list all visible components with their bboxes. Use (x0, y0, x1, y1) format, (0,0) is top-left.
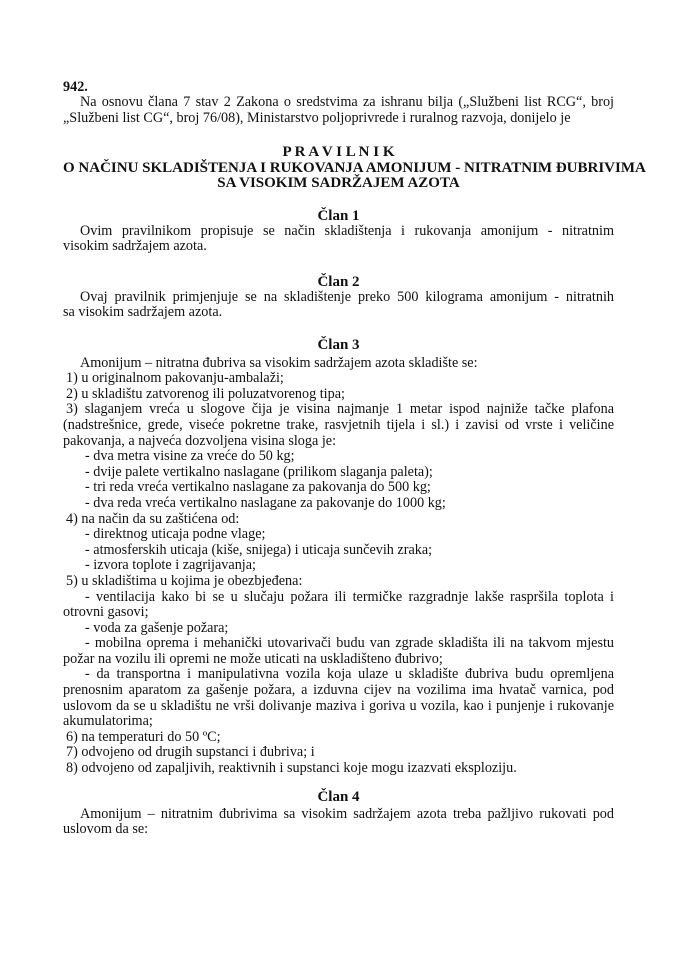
article-1 (63, 208, 614, 255)
article-line: Ovim pravilnikom propisuje se način skladištenja i rukovanja amonijum - nitratnim (80, 223, 614, 239)
sub-item: - dva metra visine za vreće do 50 kg; (85, 448, 295, 465)
title-line: P R A V I L N I K (282, 144, 395, 160)
sub-item: - tri reda vreća vertikalno naslagane za pakovanja do 500 kg; (85, 479, 431, 496)
list-item: 5) u skladištima u kojima je obezbjeđena: (66, 572, 303, 589)
article-heading: Član 4 (317, 789, 360, 805)
article-line: uslovom da se: (63, 821, 149, 838)
list-item: 3) slaganjem vreća u slogove čija je visina najmanje 1 metar ispod najniže tačke plafona (66, 402, 614, 418)
sub-item: - izvora toplote i zagrijavanja; (85, 557, 256, 574)
sub-item: požar na vozilu ili opremi ne može uticati na uskladišteno đubrivo; (63, 650, 443, 667)
list-item: (nadstrešnice, grede, viseće pokretne trake, rasvjetnih tijela i sl.) i zavisi od vrste i veličine (63, 417, 614, 433)
list-item: 8) odvojeno od zapaljivih, reaktivnih i supstanci koje mogu izazvati eksploziju. (66, 760, 517, 777)
preamble-line: Na osnovu člana 7 stav 2 Zakona o sredstvima za ishranu bilja („Službeni list RCG“, broj (80, 95, 614, 110)
list-item: 4) na način da su zaštićena od: (66, 510, 240, 527)
article-line: visokim sadržajem azota. (63, 238, 207, 255)
sub-item: - mobilna oprema i mehanički utovarivači budu van zgrade skladišta ili na takvom mjestu (85, 636, 614, 652)
article-4 (63, 789, 614, 838)
list-item: 2) u skladištu zatvorenog ili poluzatvorenog tipa; (66, 385, 345, 402)
article-3 (63, 337, 614, 777)
title-line: SA VISOKIM SADRŽAJEM AZOTA (217, 175, 460, 192)
article-line: Amonijum – nitratna đubriva sa visokim sadržajem azota skladište se: (80, 354, 478, 371)
list-item: 7) odvojeno od drugih supstanci i đubriva; i (66, 744, 315, 761)
sub-item: - direktnog uticaja podne vlage; (85, 526, 266, 543)
article-heading: Član 3 (317, 337, 360, 353)
sub-item: - voda za gašenje požara; (85, 619, 229, 636)
sub-item: - ventilacija kako bi se u slučaju požara ili termičke razgradnje lakše raspršila toplota i (85, 589, 614, 605)
sub-item: - dvije palete vertikalno naslagane (prilikom slaganja paleta); (85, 463, 433, 480)
preamble (63, 95, 614, 126)
doc-number-text: 942. (63, 79, 88, 95)
sub-item: akumulatorima; (63, 713, 153, 730)
article-heading: Član 1 (317, 208, 360, 224)
article-line: sa visokim sadržajem azota. (63, 304, 223, 321)
sub-item: - dva reda vreća vertikalno naslagane za pakovanje do 1000 kg; (85, 494, 446, 511)
article-line: Amonijum – nitratnim đubrivima sa visokim sadržajem azota treba pažljivo rukovati pod (80, 806, 614, 822)
document-number (63, 80, 614, 96)
list-item: 6) na temperaturi do 50 ºC; (66, 728, 221, 745)
article-2 (63, 274, 614, 321)
list-item: pakovanja, a najveća dozvoljena visina sloga je: (63, 432, 337, 449)
document-title (63, 144, 646, 192)
title-line: O NAČINU SKLADIŠTENJA I RUKOVANJA AMONIJUM - NITRATNIM ĐUBRIVIMA (63, 159, 646, 176)
sub-item: - da transportna i manipulativna vozila koja ulaze u skladište đubriva budu opremljena (85, 667, 614, 683)
sub-item: otrovni gasovi; (63, 604, 149, 621)
sub-item: prenosnim aparatom za gašenje požara, a izduvna cijev na vozilima ima hvatač varnica, pod (63, 683, 614, 699)
sub-item: uslovom da se u skladištu ne vrši dolivanje maziva i goriva u vozila, kao i punjenje i rukovanje (63, 698, 614, 714)
list-item: 1) u originalnom pakovanju-ambalaži; (66, 370, 284, 387)
preamble-line: „Službeni list CG“, broj 76/08), Ministarstvo poljoprivrede i ruralnog razvoja, donijelo je (63, 109, 571, 126)
article-heading: Član 2 (317, 274, 360, 290)
sub-item: - atmosferskih uticaja (kiše, snijega) i uticaja sunčevih zraka; (85, 541, 433, 558)
article-line: Ovaj pravilnik primjenjuje se na skladištenje preko 500 kilograma amonijum - nitratnih (80, 289, 614, 305)
